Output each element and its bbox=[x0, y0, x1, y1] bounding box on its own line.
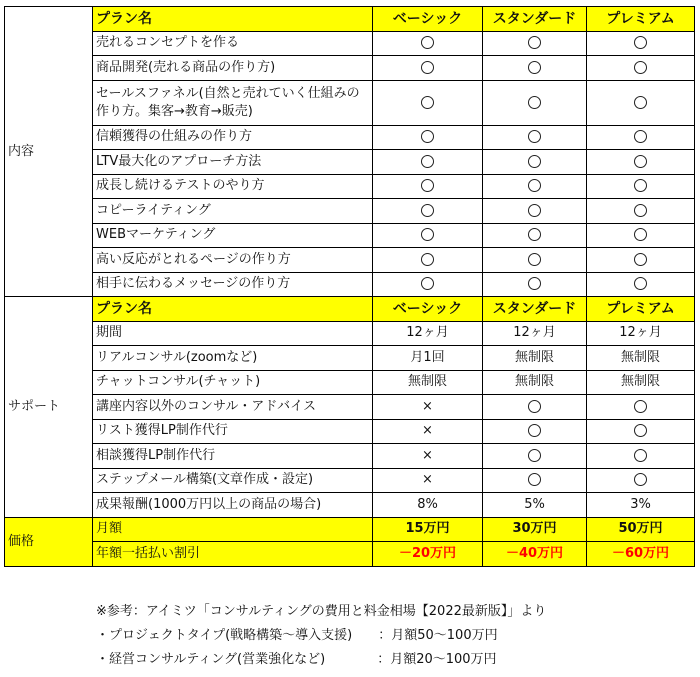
plan-value-cell: －20万円 bbox=[373, 542, 483, 567]
plan-value-cell: × bbox=[373, 395, 483, 420]
plan-value-cell bbox=[587, 223, 695, 248]
plan-value-cell bbox=[587, 468, 695, 493]
plan-value-cell bbox=[587, 31, 695, 56]
plan-value-cell bbox=[373, 56, 483, 81]
circle-mark-icon bbox=[634, 36, 647, 49]
plan-value-cell bbox=[483, 248, 587, 273]
circle-mark-icon bbox=[634, 96, 647, 109]
feature-label: チャットコンサル(チャット) bbox=[93, 370, 373, 395]
feature-label: 商品開発(売れる商品の作り方) bbox=[93, 56, 373, 81]
table-row bbox=[5, 80, 695, 125]
feature-label: LTV最大化のアプローチ方法 bbox=[93, 150, 373, 175]
plan-value-cell: 無制限 bbox=[483, 370, 587, 395]
table-row bbox=[5, 125, 695, 150]
plan-value-cell bbox=[483, 419, 587, 444]
table-row bbox=[5, 419, 695, 444]
circle-mark-icon bbox=[634, 204, 647, 217]
plan-value-cell: 5% bbox=[483, 493, 587, 518]
plan-value-cell bbox=[483, 174, 587, 199]
circle-mark-icon bbox=[528, 155, 541, 168]
plan-header-row bbox=[5, 297, 695, 322]
section-label: 価格 bbox=[5, 517, 93, 566]
circle-mark-icon bbox=[634, 449, 647, 462]
feature-label: セールスファネル(自然と売れていく仕組みの作り方。集客→教育→販売) bbox=[93, 80, 373, 125]
plan-column-header: スタンダード bbox=[483, 297, 587, 322]
plan-value-cell: 無制限 bbox=[587, 346, 695, 371]
price-row-annual bbox=[5, 542, 695, 567]
circle-mark-icon bbox=[634, 179, 647, 192]
table-row bbox=[5, 199, 695, 224]
plan-value-cell: 8% bbox=[373, 493, 483, 518]
table-row bbox=[5, 174, 695, 199]
circle-mark-icon bbox=[528, 204, 541, 217]
plan-comparison-table bbox=[4, 6, 695, 567]
plan-value-cell bbox=[587, 150, 695, 175]
circle-mark-icon bbox=[634, 253, 647, 266]
plan-value-cell bbox=[587, 272, 695, 297]
plan-value-cell bbox=[373, 272, 483, 297]
plan-value-cell bbox=[587, 125, 695, 150]
table-row bbox=[5, 321, 695, 346]
plan-value-cell bbox=[483, 199, 587, 224]
table-row bbox=[5, 272, 695, 297]
circle-mark-icon bbox=[528, 400, 541, 413]
plan-value-cell bbox=[587, 395, 695, 420]
note-management-consulting: ・経営コンサルティング(営業強化など) ：月額20～100万円 bbox=[96, 652, 497, 667]
plan-value-cell: －40万円 bbox=[483, 542, 587, 567]
plan-value-cell bbox=[483, 31, 587, 56]
plan-value-cell bbox=[373, 199, 483, 224]
plan-value-cell bbox=[483, 395, 587, 420]
plan-value-cell: 12ヶ月 bbox=[587, 321, 695, 346]
section-label: 内容 bbox=[5, 7, 93, 297]
plan-name-header: プラン名 bbox=[93, 7, 373, 32]
circle-mark-icon bbox=[528, 228, 541, 241]
circle-mark-icon bbox=[528, 253, 541, 266]
circle-mark-icon bbox=[421, 155, 434, 168]
feature-label: リスト獲得LP制作代行 bbox=[93, 419, 373, 444]
circle-mark-icon bbox=[634, 277, 647, 290]
circle-mark-icon bbox=[421, 36, 434, 49]
circle-mark-icon bbox=[528, 277, 541, 290]
table-row bbox=[5, 223, 695, 248]
plan-value-cell bbox=[483, 444, 587, 469]
plan-value-cell: 月1回 bbox=[373, 346, 483, 371]
feature-label: 相手に伝わるメッセージの作り方 bbox=[93, 272, 373, 297]
plan-value-cell bbox=[373, 174, 483, 199]
plan-value-cell bbox=[587, 248, 695, 273]
plan-value-cell: 12ヶ月 bbox=[373, 321, 483, 346]
table-row bbox=[5, 493, 695, 518]
table-row bbox=[5, 444, 695, 469]
circle-mark-icon bbox=[634, 473, 647, 486]
circle-mark-icon bbox=[421, 204, 434, 217]
plan-value-cell: 30万円 bbox=[483, 517, 587, 542]
plan-column-header: ベーシック bbox=[373, 297, 483, 322]
circle-mark-icon bbox=[634, 400, 647, 413]
circle-mark-icon bbox=[528, 130, 541, 143]
circle-mark-icon bbox=[528, 179, 541, 192]
plan-value-cell bbox=[373, 248, 483, 273]
plan-column-header: ベーシック bbox=[373, 7, 483, 32]
plan-column-header: プレミアム bbox=[587, 297, 695, 322]
plan-value-cell bbox=[483, 223, 587, 248]
plan-column-header: スタンダード bbox=[483, 7, 587, 32]
circle-mark-icon bbox=[528, 449, 541, 462]
plan-value-cell bbox=[587, 174, 695, 199]
plan-value-cell bbox=[587, 80, 695, 125]
plan-table-body bbox=[5, 7, 695, 567]
plan-value-cell bbox=[373, 80, 483, 125]
plan-value-cell bbox=[587, 199, 695, 224]
section-label: サポート bbox=[5, 297, 93, 518]
circle-mark-icon bbox=[528, 36, 541, 49]
note-project-type: ・プロジェクトタイプ(戦略構築～導入支援) ：月額50～100万円 bbox=[96, 628, 498, 643]
feature-label: 月額 bbox=[93, 517, 373, 542]
plan-value-cell bbox=[587, 444, 695, 469]
feature-label: 成長し続けるテストのやり方 bbox=[93, 174, 373, 199]
plan-name-header: プラン名 bbox=[93, 297, 373, 322]
table-row bbox=[5, 370, 695, 395]
plan-header-row bbox=[5, 7, 695, 32]
circle-mark-icon bbox=[421, 277, 434, 290]
plan-value-cell bbox=[483, 468, 587, 493]
plan-value-cell: 50万円 bbox=[587, 517, 695, 542]
feature-label: コピーライティング bbox=[93, 199, 373, 224]
table-row bbox=[5, 56, 695, 81]
feature-label: 高い反応がとれるページの作り方 bbox=[93, 248, 373, 273]
circle-mark-icon bbox=[421, 61, 434, 74]
plan-value-cell bbox=[373, 150, 483, 175]
table-row bbox=[5, 468, 695, 493]
circle-mark-icon bbox=[421, 228, 434, 241]
table-row bbox=[5, 346, 695, 371]
table-row bbox=[5, 31, 695, 56]
feature-label: 成果報酬(1000万円以上の商品の場合) bbox=[93, 493, 373, 518]
plan-value-cell bbox=[483, 56, 587, 81]
circle-mark-icon bbox=[421, 96, 434, 109]
plan-value-cell: 12ヶ月 bbox=[483, 321, 587, 346]
plan-value-cell bbox=[373, 125, 483, 150]
plan-value-cell: × bbox=[373, 444, 483, 469]
plan-value-cell bbox=[483, 125, 587, 150]
plan-value-cell: 3% bbox=[587, 493, 695, 518]
plan-value-cell bbox=[483, 80, 587, 125]
circle-mark-icon bbox=[634, 155, 647, 168]
plan-value-cell: 15万円 bbox=[373, 517, 483, 542]
circle-mark-icon bbox=[528, 424, 541, 437]
table-row bbox=[5, 395, 695, 420]
plan-value-cell bbox=[587, 56, 695, 81]
feature-label: リアルコンサル(zoomなど) bbox=[93, 346, 373, 371]
circle-mark-icon bbox=[634, 61, 647, 74]
circle-mark-icon bbox=[421, 253, 434, 266]
circle-mark-icon bbox=[528, 61, 541, 74]
circle-mark-icon bbox=[528, 473, 541, 486]
circle-mark-icon bbox=[421, 179, 434, 192]
note-source: ※参考：アイミツ「コンサルティングの費用と料金相場【2022最新版】」より bbox=[96, 604, 547, 619]
plan-value-cell: 無制限 bbox=[373, 370, 483, 395]
plan-value-cell bbox=[483, 150, 587, 175]
plan-value-cell: 無制限 bbox=[587, 370, 695, 395]
plan-column-header: プレミアム bbox=[587, 7, 695, 32]
plan-value-cell: × bbox=[373, 419, 483, 444]
feature-label: 売れるコンセプトを作る bbox=[93, 31, 373, 56]
table-row bbox=[5, 150, 695, 175]
feature-label: 期間 bbox=[93, 321, 373, 346]
plan-value-cell: 無制限 bbox=[483, 346, 587, 371]
price-row-monthly bbox=[5, 517, 695, 542]
circle-mark-icon bbox=[634, 130, 647, 143]
feature-label: 相談獲得LP制作代行 bbox=[93, 444, 373, 469]
feature-label: WEBマーケティング bbox=[93, 223, 373, 248]
feature-label: 年額一括払い割引 bbox=[93, 542, 373, 567]
plan-value-cell: × bbox=[373, 468, 483, 493]
plan-value-cell: －60万円 bbox=[587, 542, 695, 567]
plan-value-cell bbox=[373, 31, 483, 56]
plan-value-cell bbox=[373, 223, 483, 248]
reference-notes bbox=[96, 600, 546, 672]
plan-value-cell bbox=[483, 272, 587, 297]
circle-mark-icon bbox=[421, 130, 434, 143]
feature-label: 講座内容以外のコンサル・アドバイス bbox=[93, 395, 373, 420]
table-row bbox=[5, 248, 695, 273]
circle-mark-icon bbox=[634, 424, 647, 437]
feature-label: ステップメール構築(文章作成・設定) bbox=[93, 468, 373, 493]
circle-mark-icon bbox=[528, 96, 541, 109]
feature-label: 信頼獲得の仕組みの作り方 bbox=[93, 125, 373, 150]
circle-mark-icon bbox=[634, 228, 647, 241]
plan-value-cell bbox=[587, 419, 695, 444]
